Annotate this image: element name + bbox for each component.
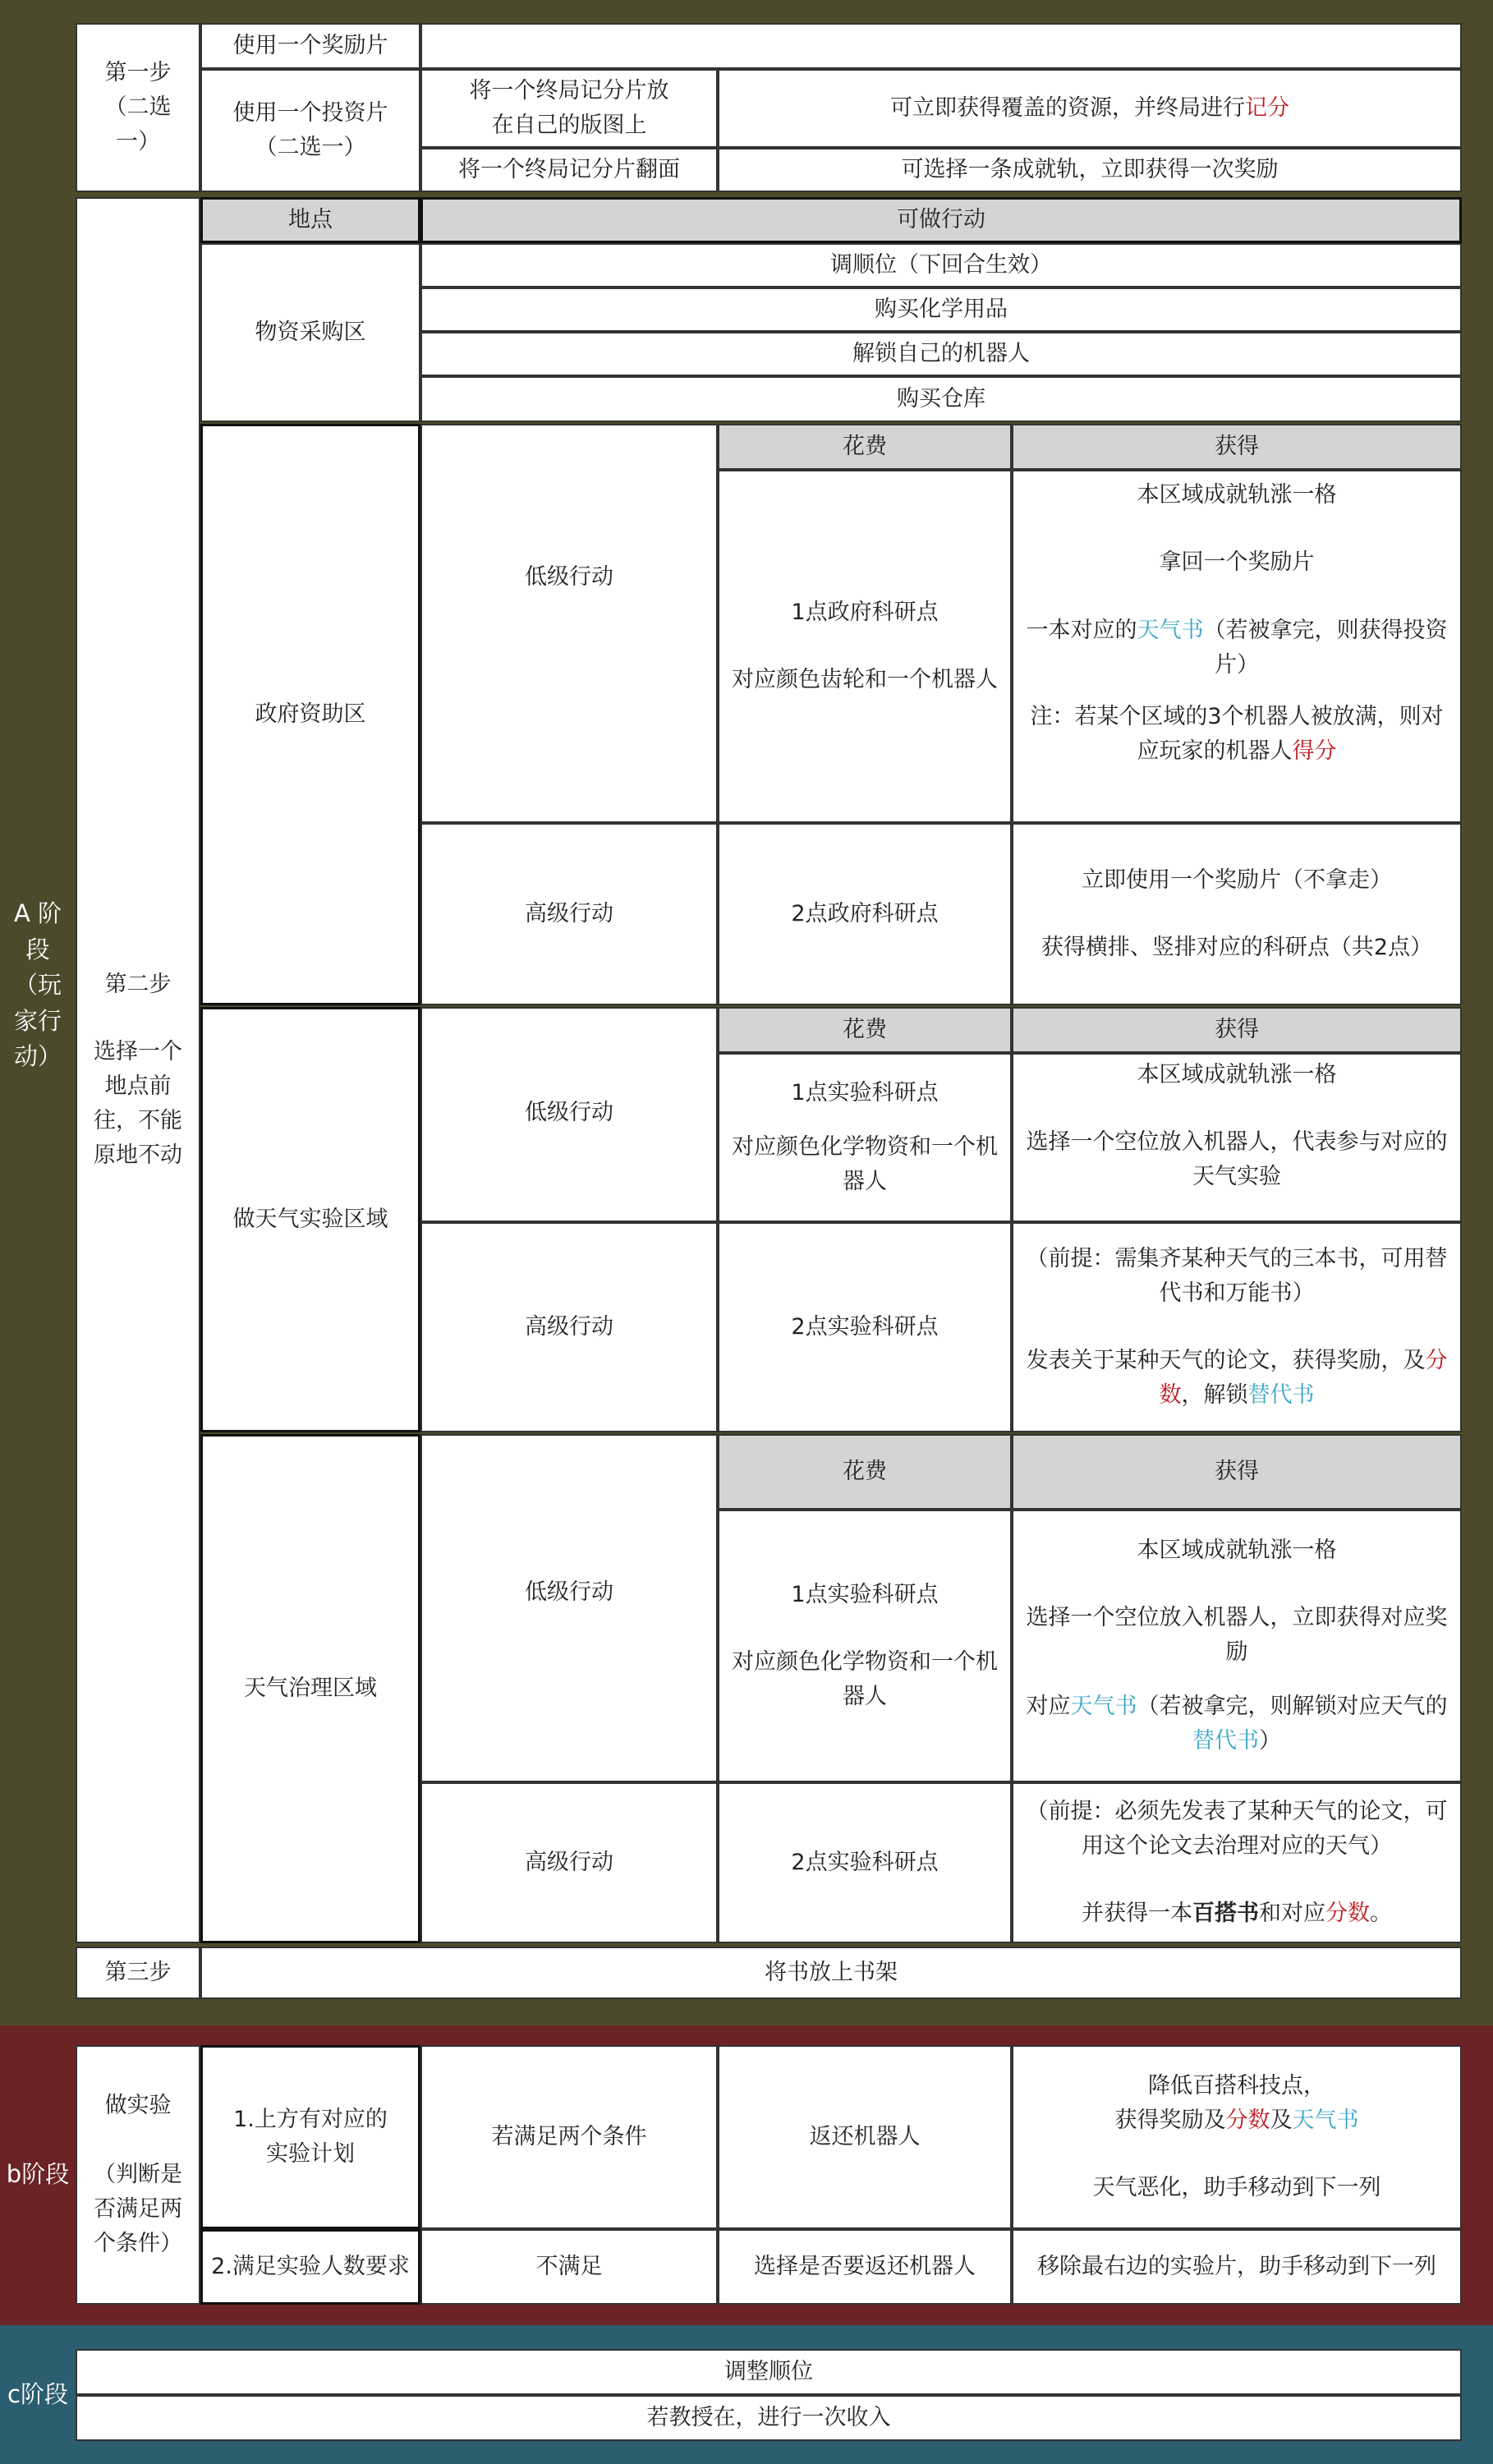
paper-unlock-text: ，解锁 <box>1181 1382 1248 1409</box>
government-gain-header: 获得 <box>1012 424 1462 470</box>
government-low-gain <box>1012 470 1462 823</box>
government-low-cost <box>718 470 1012 823</box>
experiment-low-gain <box>1012 1053 1462 1222</box>
substitute-book-text: 替代书 <box>1247 1382 1315 1409</box>
governance-high-cost: 2点实验科研点 <box>718 1782 1012 1943</box>
gain3-suffix: （若被拿完，则获得投资片） <box>1203 617 1448 678</box>
gain3-prefix: 一本对应的 <box>1026 617 1137 643</box>
step1-label: 第一步 （二选 一） <box>76 23 200 192</box>
step3-label: 第三步 <box>76 1947 200 1999</box>
gain4-prefix: 注：若某个区域的3个机器人被放满，则对应玩家的机器人 <box>1030 703 1444 764</box>
phase-c-row-1: 调整顺位 <box>76 2349 1462 2395</box>
experiment-low-gain-2: 选择一个空位放入机器人，代表参与对应的天气实验 <box>1026 1129 1448 1190</box>
governance-area-name: 天气治理区域 <box>200 1434 420 1943</box>
governance-high-gain-1: （前提：必须先发表了某种天气的论文，可用这个论文去治理对应的天气） <box>1026 1798 1448 1859</box>
governance-high-gain-2 <box>1082 1896 1392 1931</box>
experiment-cost-header: 花费 <box>718 1007 1012 1053</box>
phase-c-row-2: 若教授在，进行一次收入 <box>76 2395 1462 2441</box>
government-header-blank <box>420 424 718 470</box>
paper-score: 分数 <box>1159 1348 1448 1409</box>
government-low-action: 低级行动 <box>420 470 718 823</box>
header-location: 地点 <box>200 197 420 243</box>
experiment-high-gain-2 <box>1022 1344 1452 1413</box>
phase-c-label: c阶段 <box>7 2380 68 2409</box>
result2-weather-book: 天气书 <box>1292 2107 1359 2133</box>
governance-low-gain-2: 选择一个空位放入机器人，立即获得对应奖励 <box>1026 1605 1448 1666</box>
gain2-suffix: 。 <box>1370 1901 1392 1927</box>
step1-option1-result <box>718 69 1462 148</box>
experiment-area-name: 做天气实验区域 <box>200 1007 420 1432</box>
government-high-cost: 2点政府科研点 <box>718 823 1012 1005</box>
paper-text: 发表关于某种天气的论文，获得奖励，及 <box>1026 1348 1426 1374</box>
governance-low-action: 低级行动 <box>420 1434 718 1782</box>
governance-high-gain <box>1012 1782 1462 1943</box>
supply-action-1: 调顺位（下回合生效） <box>420 243 1462 287</box>
governance-cost-header: 花费 <box>718 1434 1012 1510</box>
phase-b-satisfied-result <box>1012 2045 1462 2229</box>
government-cost-header: 花费 <box>718 424 1012 470</box>
supply-action-2: 购买化学用品 <box>420 287 1462 332</box>
gain3-mid: （若被拿完，则解锁对应天气的 <box>1137 1694 1448 1720</box>
phase-a-label: A 阶 段 （玩 家行 动） <box>13 899 62 1071</box>
government-low-cost-2: 对应颜色齿轮和一个机器人 <box>732 667 998 693</box>
result2-mid: 及 <box>1270 2107 1293 2133</box>
phase-b-unsatisfied: 不满足 <box>420 2229 718 2305</box>
experiment-low-gain-1: 本区域成就轨涨一格 <box>1137 1062 1337 1087</box>
step2-note: 选择一个 地点前 往，不能 原地不动 <box>94 1039 182 1169</box>
header-actions: 可做行动 <box>420 197 1462 243</box>
phase-b-unsatisfied-action: 选择是否要返还机器人 <box>718 2229 1012 2305</box>
step1-option2-action: 将一个终局记分片翻面 <box>420 148 718 192</box>
governance-low-cost-2: 对应颜色化学物资和一个机器人 <box>732 1649 998 1710</box>
experiment-high-gain <box>1012 1222 1462 1432</box>
government-high-action: 高级行动 <box>420 823 718 1005</box>
governance-low-cost <box>718 1510 1012 1782</box>
result2-score: 分数 <box>1225 2107 1270 2133</box>
experiment-gain-header: 获得 <box>1012 1007 1462 1053</box>
result2-prefix: 获得奖励及 <box>1114 2107 1226 2133</box>
step1-bonus-empty <box>420 23 1462 69</box>
experiment-high-cost: 2点实验科研点 <box>718 1222 1012 1432</box>
gain3-suffix: ） <box>1259 1728 1281 1754</box>
phase-b-condition-2: 2.满足实验人数要求 <box>200 2229 420 2305</box>
supply-area-name: 物资采购区 <box>200 243 420 422</box>
government-high-gain <box>1012 823 1462 1005</box>
government-high-gain-2: 获得横排、竖排对应的科研点（共2点） <box>1041 935 1433 961</box>
government-area-name: 政府资助区 <box>200 424 420 1005</box>
governance-low-gain-1: 本区域成就轨涨一格 <box>1137 1537 1337 1563</box>
governance-high-action: 高级行动 <box>420 1782 718 1943</box>
phase-b-experiment-label: 做实验 （判断是 否满足两 个条件） <box>76 2045 200 2305</box>
government-low-cost-1: 1点政府科研点 <box>791 599 939 625</box>
phase-b-label: b阶段 <box>6 2160 70 2189</box>
supply-action-4: 购买仓库 <box>420 376 1462 422</box>
governance-low-gain-3 <box>1022 1689 1452 1758</box>
gain2-mid: 和对应 <box>1259 1901 1325 1927</box>
step3-content: 将书放上书架 <box>200 1947 1462 1999</box>
weather-book-text: 天气书 <box>1070 1694 1137 1720</box>
weather-book-text: 天气书 <box>1137 617 1204 643</box>
government-low-gain-3 <box>1022 614 1452 683</box>
experiment-low-cost <box>718 1053 1012 1222</box>
substitute-book-text: 替代书 <box>1192 1728 1259 1754</box>
experiment-high-gain-1: （前提：需集齐某种天气的三本书，可用替代书和万能书） <box>1026 1246 1448 1306</box>
satisfied-result-3: 天气恶化，助手移动到下一列 <box>1092 2175 1381 2201</box>
phase-b-unsatisfied-result: 移除最右边的实验片，助手移动到下一列 <box>1012 2229 1462 2305</box>
step2-label-cell <box>76 197 200 1943</box>
government-low-gain-2: 拿回一个奖励片 <box>1159 549 1315 576</box>
satisfied-result-2 <box>1115 2103 1359 2138</box>
governance-low-gain <box>1012 1510 1462 1782</box>
option1-result-score: 记分 <box>1245 95 1289 122</box>
step1-option1-action: 将一个终局记分片放 在自己的版图上 <box>420 69 718 148</box>
step2-label: 第二步 <box>104 972 172 998</box>
gain3-prefix: 对应 <box>1026 1694 1071 1720</box>
option1-result-text: 可立即获得覆盖的资源，并终局进行 <box>890 95 1245 122</box>
gain2-score: 分数 <box>1325 1901 1370 1927</box>
governance-low-cost-1: 1点实验科研点 <box>791 1581 939 1607</box>
gain4-score: 得分 <box>1292 738 1337 764</box>
wild-book-text: 百搭书 <box>1192 1901 1259 1927</box>
government-low-gain-4 <box>1022 700 1452 769</box>
gain2-prefix: 并获得一本 <box>1082 1901 1192 1927</box>
experiment-high-action: 高级行动 <box>420 1222 718 1432</box>
government-low-gain-1: 本区域成就轨涨一格 <box>1137 482 1337 508</box>
government-high-gain-1: 立即使用一个奖励片（不拿走） <box>1082 867 1392 893</box>
experiment-low-cost-2: 对应颜色化学物资和一个机器人 <box>732 1134 998 1195</box>
step1-bonus-tile: 使用一个奖励片 <box>200 23 420 69</box>
supply-action-3: 解锁自己的机器人 <box>420 332 1462 376</box>
governance-gain-header: 获得 <box>1012 1434 1462 1510</box>
experiment-low-action: 低级行动 <box>420 1007 718 1222</box>
satisfied-result-1: 降低百搭科技点， <box>1148 2072 1325 2099</box>
phase-b-satisfied: 若满足两个条件 <box>420 2045 718 2229</box>
step1-option2-result: 可选择一条成就轨，立即获得一次奖励 <box>718 148 1462 192</box>
phase-b-condition-1: 1.上方有对应的 实验计划 <box>200 2045 420 2229</box>
step1-invest-tile: 使用一个投资片 （二选一） <box>200 69 420 192</box>
experiment-low-cost-1: 1点实验科研点 <box>791 1080 939 1106</box>
phase-b-satisfied-action: 返还机器人 <box>718 2045 1012 2229</box>
